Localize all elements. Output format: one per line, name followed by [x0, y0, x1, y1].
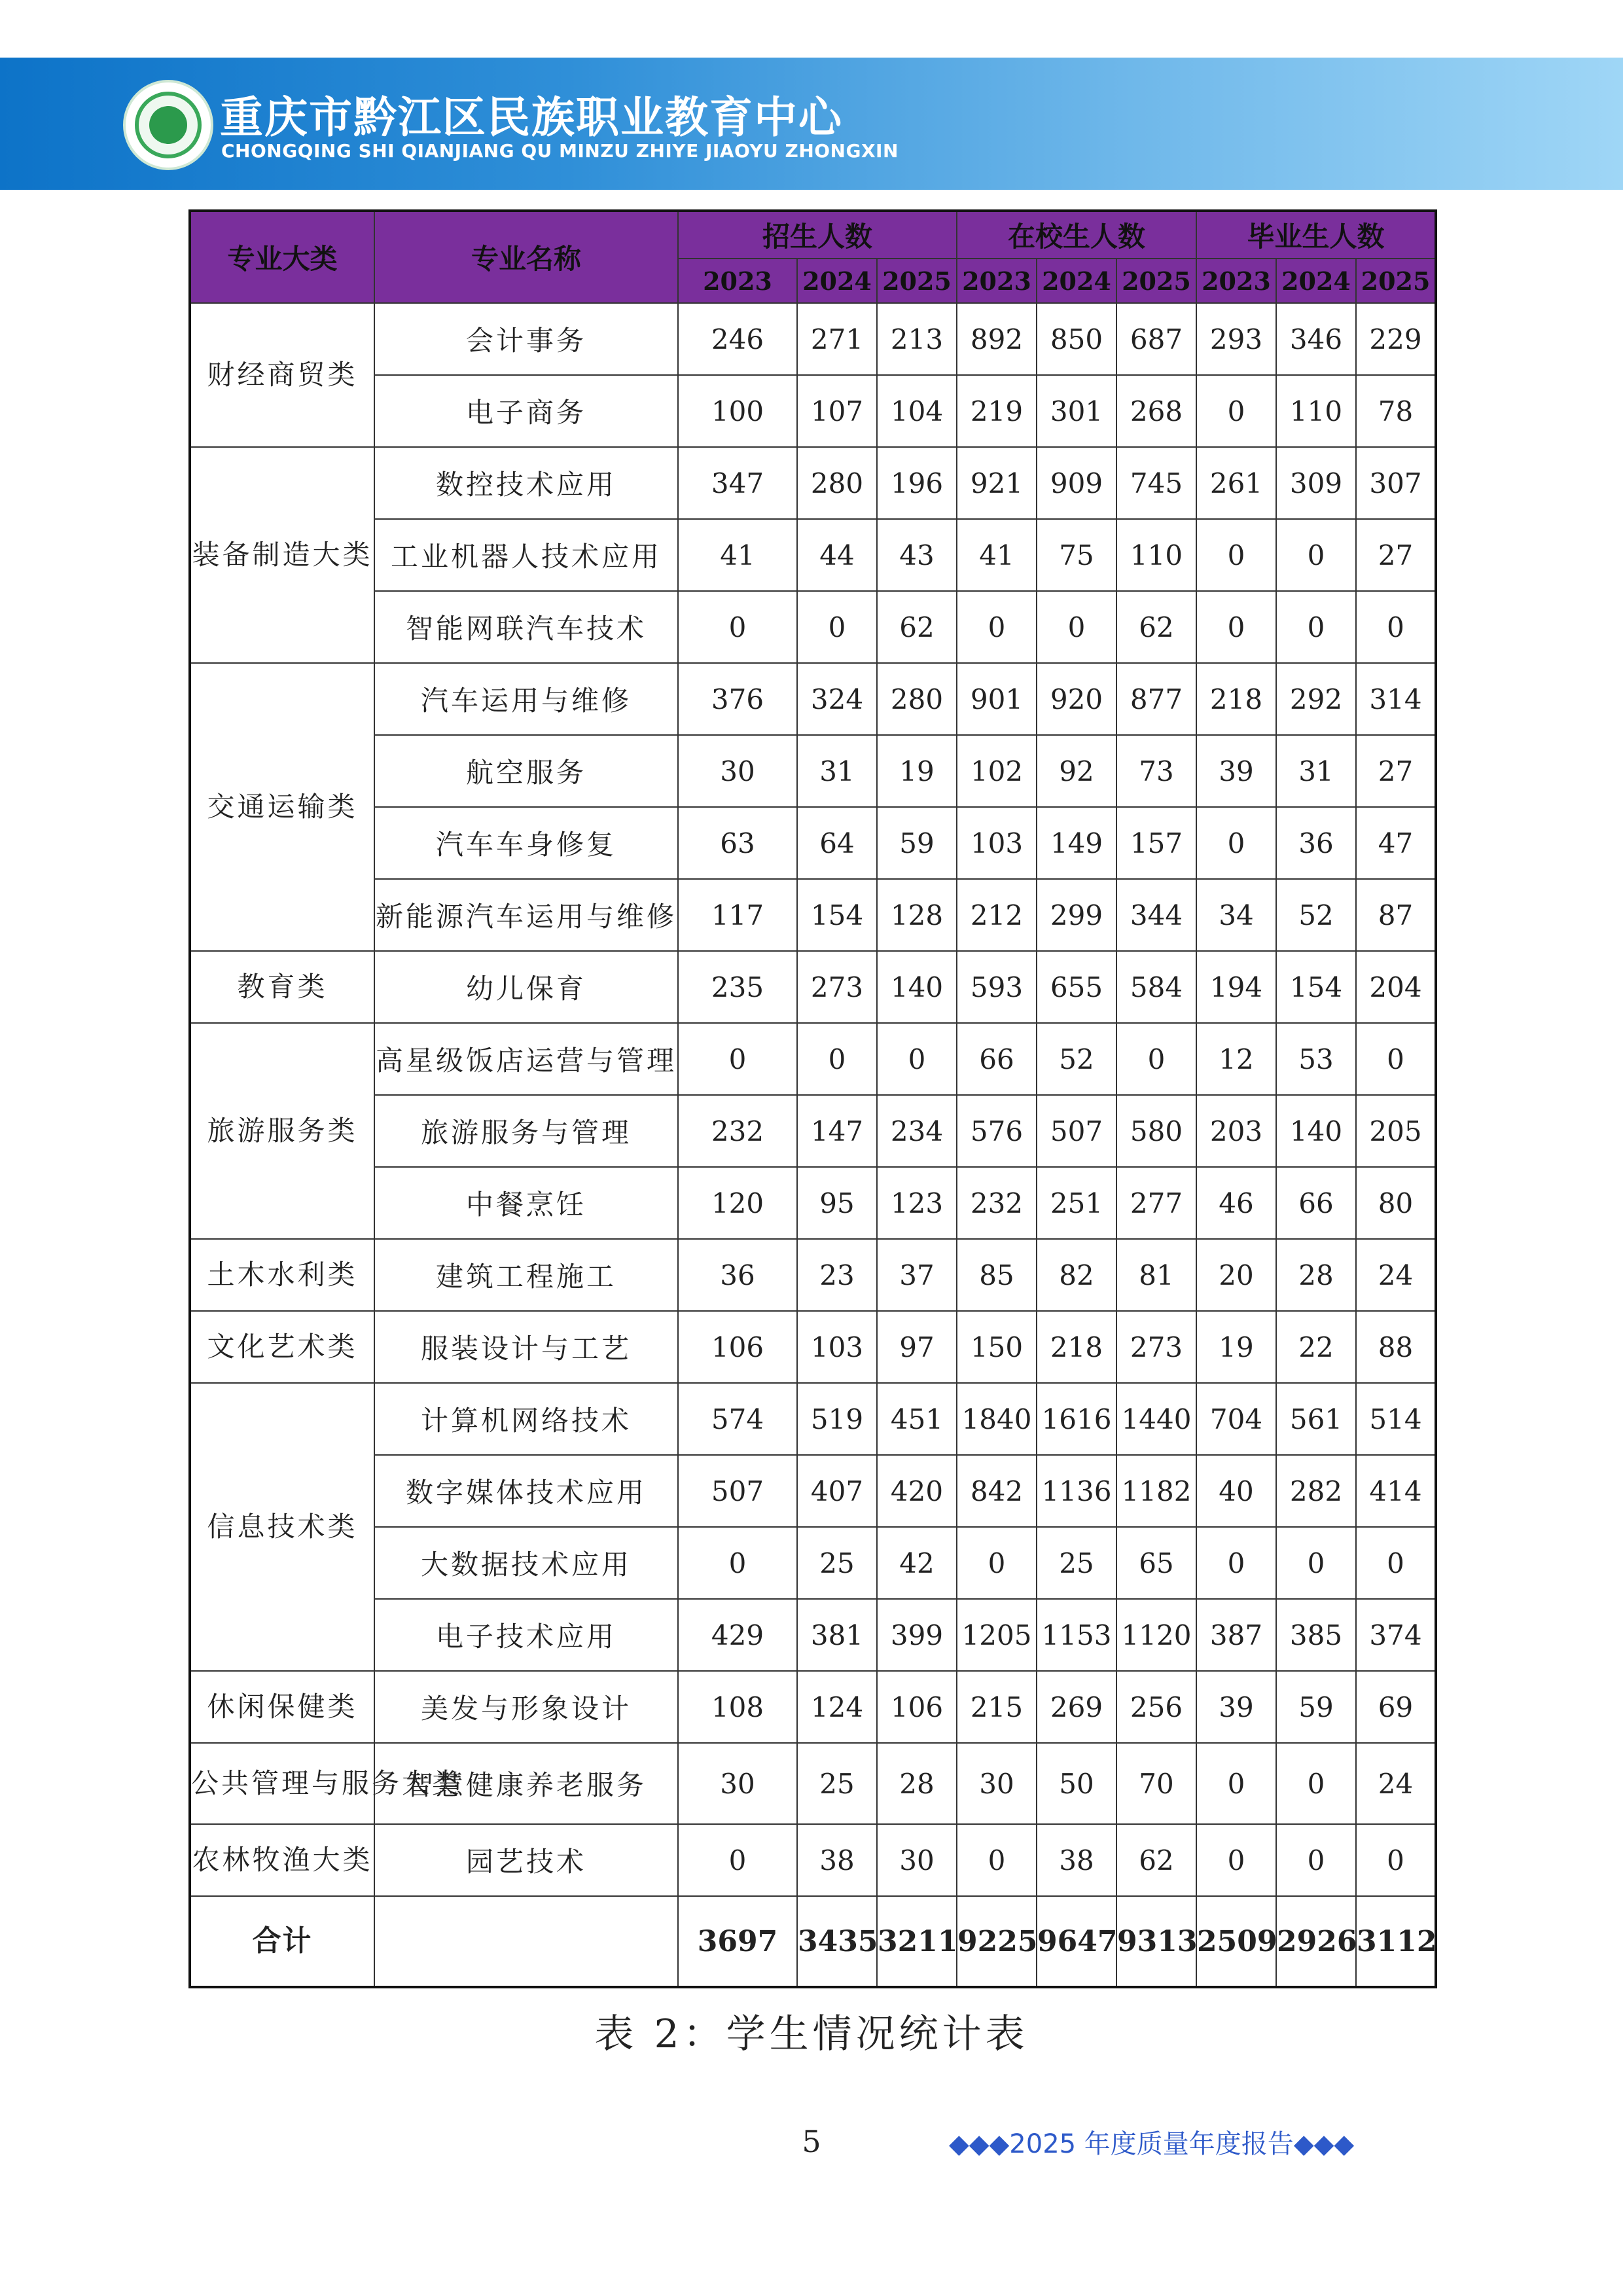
category-cell: 土木水利类: [190, 1239, 374, 1311]
value-cell: 30: [678, 735, 797, 807]
value-cell: 234: [877, 1095, 957, 1167]
value-cell: 27: [1356, 735, 1436, 807]
footer-report-title: [949, 2123, 1354, 2161]
value-cell: 280: [797, 447, 877, 519]
major-name-cell: 电子技术应用: [374, 1599, 678, 1671]
category-cell: 交通运输类: [190, 663, 374, 951]
value-cell: 147: [797, 1095, 877, 1167]
category-cell: 农林牧渔大类: [190, 1824, 374, 1896]
table-row: [190, 1383, 1436, 1455]
value-cell: 73: [1116, 735, 1196, 807]
value-cell: 215: [957, 1671, 1037, 1743]
value-cell: 1120: [1116, 1599, 1196, 1671]
value-cell: 24: [1356, 1743, 1436, 1824]
value-cell: 271: [797, 303, 877, 375]
value-cell: 0: [1196, 1824, 1276, 1896]
value-cell: 0: [797, 1023, 877, 1095]
value-cell: 38: [797, 1824, 877, 1896]
value-cell: 451: [877, 1383, 957, 1455]
value-cell: 399: [877, 1599, 957, 1671]
value-cell: 232: [678, 1095, 797, 1167]
value-cell: 909: [1037, 447, 1116, 519]
value-cell: 64: [797, 807, 877, 879]
header-enrollment: 招生人数: [678, 211, 957, 259]
total-value-cell: 3211: [877, 1896, 957, 1987]
value-cell: 150: [957, 1311, 1037, 1383]
value-cell: 23: [797, 1239, 877, 1311]
header-year: 2025: [1116, 259, 1196, 303]
value-cell: 1136: [1037, 1455, 1116, 1527]
value-cell: 106: [678, 1311, 797, 1383]
value-cell: 344: [1116, 879, 1196, 951]
value-cell: 273: [797, 951, 877, 1023]
value-cell: 75: [1037, 519, 1116, 591]
value-cell: 103: [797, 1311, 877, 1383]
value-cell: 251: [1037, 1167, 1116, 1239]
total-value-cell: 9313: [1116, 1896, 1196, 1987]
value-cell: 574: [678, 1383, 797, 1455]
value-cell: 374: [1356, 1599, 1436, 1671]
major-name-cell: 汽车车身修复: [374, 807, 678, 879]
value-cell: 901: [957, 663, 1037, 735]
value-cell: 593: [957, 951, 1037, 1023]
value-cell: 0: [957, 1527, 1037, 1599]
value-cell: 102: [957, 735, 1037, 807]
value-cell: 85: [957, 1239, 1037, 1311]
value-cell: 0: [1196, 375, 1276, 447]
value-cell: 34: [1196, 879, 1276, 951]
header-graduates: 毕业生人数: [1196, 211, 1436, 259]
table-row: [190, 879, 1436, 951]
value-cell: 920: [1037, 663, 1116, 735]
major-name-cell: 航空服务: [374, 735, 678, 807]
value-cell: 0: [1116, 1023, 1196, 1095]
value-cell: 120: [678, 1167, 797, 1239]
value-cell: 69: [1356, 1671, 1436, 1743]
value-cell: 584: [1116, 951, 1196, 1023]
major-name-cell: 旅游服务与管理: [374, 1095, 678, 1167]
value-cell: 19: [877, 735, 957, 807]
value-cell: 52: [1037, 1023, 1116, 1095]
value-cell: 0: [1356, 1527, 1436, 1599]
value-cell: 27: [1356, 519, 1436, 591]
header-year: 2024: [1276, 259, 1356, 303]
value-cell: 128: [877, 879, 957, 951]
value-cell: 1182: [1116, 1455, 1196, 1527]
value-cell: 63: [678, 807, 797, 879]
table-row: [190, 447, 1436, 519]
table-row: [190, 375, 1436, 447]
value-cell: 59: [1276, 1671, 1356, 1743]
value-cell: 47: [1356, 807, 1436, 879]
value-cell: 123: [877, 1167, 957, 1239]
value-cell: 25: [797, 1527, 877, 1599]
major-name-cell: 电子商务: [374, 375, 678, 447]
value-cell: 66: [957, 1023, 1037, 1095]
total-value-cell: 9225: [957, 1896, 1037, 1987]
value-cell: 0: [1356, 1824, 1436, 1896]
value-cell: 31: [1276, 735, 1356, 807]
value-cell: 37: [877, 1239, 957, 1311]
value-cell: 149: [1037, 807, 1116, 879]
footer-report-text: 2025 年度质量年度报告: [1009, 2129, 1294, 2159]
value-cell: 87: [1356, 879, 1436, 951]
header-year: 2025: [877, 259, 957, 303]
value-cell: 0: [957, 591, 1037, 663]
footer-ornament-left: ◆◆◆: [949, 2129, 1010, 2159]
value-cell: 1153: [1037, 1599, 1116, 1671]
value-cell: 95: [797, 1167, 877, 1239]
value-cell: 100: [678, 375, 797, 447]
value-cell: 0: [1196, 1743, 1276, 1824]
logo-core: [149, 106, 187, 144]
value-cell: 232: [957, 1167, 1037, 1239]
header-major-name: 专业名称: [374, 211, 678, 303]
category-cell: 文化艺术类: [190, 1311, 374, 1383]
value-cell: 106: [877, 1671, 957, 1743]
table-header: [190, 211, 1436, 303]
total-label: 合计: [190, 1896, 374, 1987]
major-name-cell: 智慧健康养老服务: [374, 1743, 678, 1824]
value-cell: 268: [1116, 375, 1196, 447]
value-cell: 196: [877, 447, 957, 519]
category-cell: 公共管理与服务大类: [190, 1743, 374, 1824]
value-cell: 30: [678, 1743, 797, 1824]
header-year: 2025: [1356, 259, 1436, 303]
value-cell: 44: [797, 519, 877, 591]
value-cell: 0: [1276, 519, 1356, 591]
value-cell: 514: [1356, 1383, 1436, 1455]
major-name-cell: 幼儿保育: [374, 951, 678, 1023]
value-cell: 0: [1276, 1824, 1356, 1896]
value-cell: 124: [797, 1671, 877, 1743]
value-cell: 25: [1037, 1527, 1116, 1599]
table-row: [190, 1311, 1436, 1383]
value-cell: 376: [678, 663, 797, 735]
value-cell: 0: [678, 1023, 797, 1095]
value-cell: 157: [1116, 807, 1196, 879]
value-cell: 1440: [1116, 1383, 1196, 1455]
total-value-cell: 3697: [678, 1896, 797, 1987]
header-year: 2023: [1196, 259, 1276, 303]
value-cell: 420: [877, 1455, 957, 1527]
value-cell: 381: [797, 1599, 877, 1671]
value-cell: 277: [1116, 1167, 1196, 1239]
value-cell: 0: [1356, 591, 1436, 663]
table-row: [190, 1743, 1436, 1824]
value-cell: 154: [797, 879, 877, 951]
table-row: [190, 1671, 1436, 1743]
table-row: [190, 1095, 1436, 1167]
value-cell: 580: [1116, 1095, 1196, 1167]
value-cell: 1840: [957, 1383, 1037, 1455]
value-cell: 0: [1276, 1743, 1356, 1824]
table-row: [190, 1023, 1436, 1095]
total-value-cell: 9647: [1037, 1896, 1116, 1987]
value-cell: 261: [1196, 447, 1276, 519]
total-value-cell: 2509: [1196, 1896, 1276, 1987]
table-row: [190, 735, 1436, 807]
value-cell: 414: [1356, 1455, 1436, 1527]
value-cell: 41: [678, 519, 797, 591]
value-cell: 42: [877, 1527, 957, 1599]
org-pinyin: CHONGQING SHI QIANJIANG QU MINZU ZHIYE JIAOYU ZHONGXIN: [221, 140, 899, 162]
table-row: [190, 1239, 1436, 1311]
value-cell: 307: [1356, 447, 1436, 519]
value-cell: 59: [877, 807, 957, 879]
value-cell: 385: [1276, 1599, 1356, 1671]
category-cell: 信息技术类: [190, 1383, 374, 1671]
value-cell: 66: [1276, 1167, 1356, 1239]
value-cell: 0: [1196, 591, 1276, 663]
value-cell: 41: [957, 519, 1037, 591]
value-cell: 877: [1116, 663, 1196, 735]
value-cell: 52: [1276, 879, 1356, 951]
value-cell: 62: [1116, 591, 1196, 663]
major-name-cell: 会计事务: [374, 303, 678, 375]
value-cell: 92: [1037, 735, 1116, 807]
major-name-cell: 高星级饭店运营与管理: [374, 1023, 678, 1095]
value-cell: 39: [1196, 735, 1276, 807]
category-cell: 教育类: [190, 951, 374, 1023]
value-cell: 293: [1196, 303, 1276, 375]
table-row: [190, 303, 1436, 375]
value-cell: 62: [1116, 1824, 1196, 1896]
major-name-cell: 数字媒体技术应用: [374, 1455, 678, 1527]
total-value-cell: 3112: [1356, 1896, 1436, 1987]
value-cell: 28: [877, 1743, 957, 1824]
value-cell: 204: [1356, 951, 1436, 1023]
value-cell: 346: [1276, 303, 1356, 375]
value-cell: 1205: [957, 1599, 1037, 1671]
value-cell: 194: [1196, 951, 1276, 1023]
total-row: [190, 1896, 1436, 1987]
value-cell: 24: [1356, 1239, 1436, 1311]
value-cell: 429: [678, 1599, 797, 1671]
value-cell: 256: [1116, 1671, 1196, 1743]
header-year: 2023: [678, 259, 797, 303]
value-cell: 19: [1196, 1311, 1276, 1383]
value-cell: 269: [1037, 1671, 1116, 1743]
value-cell: 0: [877, 1023, 957, 1095]
value-cell: 229: [1356, 303, 1436, 375]
value-cell: 0: [797, 591, 877, 663]
value-cell: 0: [1276, 591, 1356, 663]
value-cell: 842: [957, 1455, 1037, 1527]
table-row: [190, 1167, 1436, 1239]
header-year: 2024: [1037, 259, 1116, 303]
value-cell: 53: [1276, 1023, 1356, 1095]
value-cell: 40: [1196, 1455, 1276, 1527]
value-cell: 103: [957, 807, 1037, 879]
value-cell: 655: [1037, 951, 1116, 1023]
value-cell: 218: [1196, 663, 1276, 735]
major-name-cell: 新能源汽车运用与维修: [374, 879, 678, 951]
value-cell: 43: [877, 519, 957, 591]
value-cell: 107: [797, 375, 877, 447]
org-name: 重庆市黔江区民族职业教育中心: [220, 92, 843, 143]
value-cell: 46: [1196, 1167, 1276, 1239]
major-name-cell: 大数据技术应用: [374, 1527, 678, 1599]
value-cell: 0: [678, 591, 797, 663]
table-row: [190, 1455, 1436, 1527]
value-cell: 97: [877, 1311, 957, 1383]
value-cell: 81: [1116, 1239, 1196, 1311]
value-cell: 110: [1116, 519, 1196, 591]
category-cell: 装备制造大类: [190, 447, 374, 663]
value-cell: 203: [1196, 1095, 1276, 1167]
value-cell: 38: [1037, 1824, 1116, 1896]
major-name-cell: 数控技术应用: [374, 447, 678, 519]
major-name-cell: 服装设计与工艺: [374, 1311, 678, 1383]
value-cell: 80: [1356, 1167, 1436, 1239]
value-cell: 280: [877, 663, 957, 735]
table-row: [190, 1599, 1436, 1671]
page-number: 5: [802, 2124, 821, 2159]
header-in-school: 在校生人数: [957, 211, 1196, 259]
value-cell: 39: [1196, 1671, 1276, 1743]
value-cell: 1616: [1037, 1383, 1116, 1455]
table-row: [190, 519, 1436, 591]
value-cell: 0: [678, 1527, 797, 1599]
value-cell: 745: [1116, 447, 1196, 519]
value-cell: 507: [678, 1455, 797, 1527]
value-cell: 36: [678, 1239, 797, 1311]
value-cell: 0: [1196, 1527, 1276, 1599]
value-cell: 0: [1196, 807, 1276, 879]
value-cell: 0: [1276, 1527, 1356, 1599]
value-cell: 218: [1037, 1311, 1116, 1383]
value-cell: 292: [1276, 663, 1356, 735]
value-cell: 576: [957, 1095, 1037, 1167]
value-cell: 324: [797, 663, 877, 735]
value-cell: 108: [678, 1671, 797, 1743]
footer-ornament-right: ◆◆◆: [1293, 2129, 1355, 2159]
value-cell: 12: [1196, 1023, 1276, 1095]
major-name-cell: 建筑工程施工: [374, 1239, 678, 1311]
student-statistics-table: [188, 209, 1437, 1988]
table-row: [190, 591, 1436, 663]
value-cell: 273: [1116, 1311, 1196, 1383]
value-cell: 921: [957, 447, 1037, 519]
value-cell: 507: [1037, 1095, 1116, 1167]
value-cell: 519: [797, 1383, 877, 1455]
value-cell: 687: [1116, 303, 1196, 375]
major-name-cell: 工业机器人技术应用: [374, 519, 678, 591]
category-cell: 旅游服务类: [190, 1023, 374, 1239]
value-cell: 246: [678, 303, 797, 375]
value-cell: 212: [957, 879, 1037, 951]
value-cell: 314: [1356, 663, 1436, 735]
value-cell: 140: [877, 951, 957, 1023]
total-name-empty: [374, 1896, 678, 1987]
value-cell: 36: [1276, 807, 1356, 879]
value-cell: 205: [1356, 1095, 1436, 1167]
category-cell: 财经商贸类: [190, 303, 374, 447]
header-category: 专业大类: [190, 211, 374, 303]
value-cell: 30: [877, 1824, 957, 1896]
major-name-cell: 美发与形象设计: [374, 1671, 678, 1743]
major-name-cell: 计算机网络技术: [374, 1383, 678, 1455]
table-row: [190, 951, 1436, 1023]
value-cell: 309: [1276, 447, 1356, 519]
major-name-cell: 智能网联汽车技术: [374, 591, 678, 663]
value-cell: 892: [957, 303, 1037, 375]
value-cell: 28: [1276, 1239, 1356, 1311]
table-row: [190, 1824, 1436, 1896]
value-cell: 407: [797, 1455, 877, 1527]
total-value-cell: 2926: [1276, 1896, 1356, 1987]
value-cell: 65: [1116, 1527, 1196, 1599]
table-caption: 表 2：学生情况统计表: [594, 2011, 1029, 2057]
value-cell: 0: [1356, 1023, 1436, 1095]
major-name-cell: 中餐烹饪: [374, 1167, 678, 1239]
table-body: [190, 303, 1436, 1987]
value-cell: 140: [1276, 1095, 1356, 1167]
value-cell: 850: [1037, 303, 1116, 375]
value-cell: 78: [1356, 375, 1436, 447]
table-row: [190, 807, 1436, 879]
value-cell: 347: [678, 447, 797, 519]
total-value-cell: 3435: [797, 1896, 877, 1987]
major-name-cell: 汽车运用与维修: [374, 663, 678, 735]
value-cell: 88: [1356, 1311, 1436, 1383]
table-row: [190, 663, 1436, 735]
value-cell: 82: [1037, 1239, 1116, 1311]
value-cell: 0: [957, 1824, 1037, 1896]
value-cell: 387: [1196, 1599, 1276, 1671]
value-cell: 22: [1276, 1311, 1356, 1383]
value-cell: 0: [678, 1824, 797, 1896]
value-cell: 62: [877, 591, 957, 663]
school-logo-icon: [123, 80, 213, 170]
value-cell: 25: [797, 1743, 877, 1824]
value-cell: 154: [1276, 951, 1356, 1023]
category-cell: 休闲保健类: [190, 1671, 374, 1743]
value-cell: 70: [1116, 1743, 1196, 1824]
header-year: 2024: [797, 259, 877, 303]
value-cell: 235: [678, 951, 797, 1023]
value-cell: 704: [1196, 1383, 1276, 1455]
major-name-cell: 园艺技术: [374, 1824, 678, 1896]
value-cell: 104: [877, 375, 957, 447]
value-cell: 282: [1276, 1455, 1356, 1527]
value-cell: 110: [1276, 375, 1356, 447]
value-cell: 20: [1196, 1239, 1276, 1311]
value-cell: 50: [1037, 1743, 1116, 1824]
value-cell: 213: [877, 303, 957, 375]
value-cell: 30: [957, 1743, 1037, 1824]
value-cell: 0: [1037, 591, 1116, 663]
value-cell: 0: [1196, 519, 1276, 591]
value-cell: 561: [1276, 1383, 1356, 1455]
value-cell: 299: [1037, 879, 1116, 951]
value-cell: 117: [678, 879, 797, 951]
value-cell: 31: [797, 735, 877, 807]
value-cell: 301: [1037, 375, 1116, 447]
header-year: 2023: [957, 259, 1037, 303]
value-cell: 219: [957, 375, 1037, 447]
table-row: [190, 1527, 1436, 1599]
